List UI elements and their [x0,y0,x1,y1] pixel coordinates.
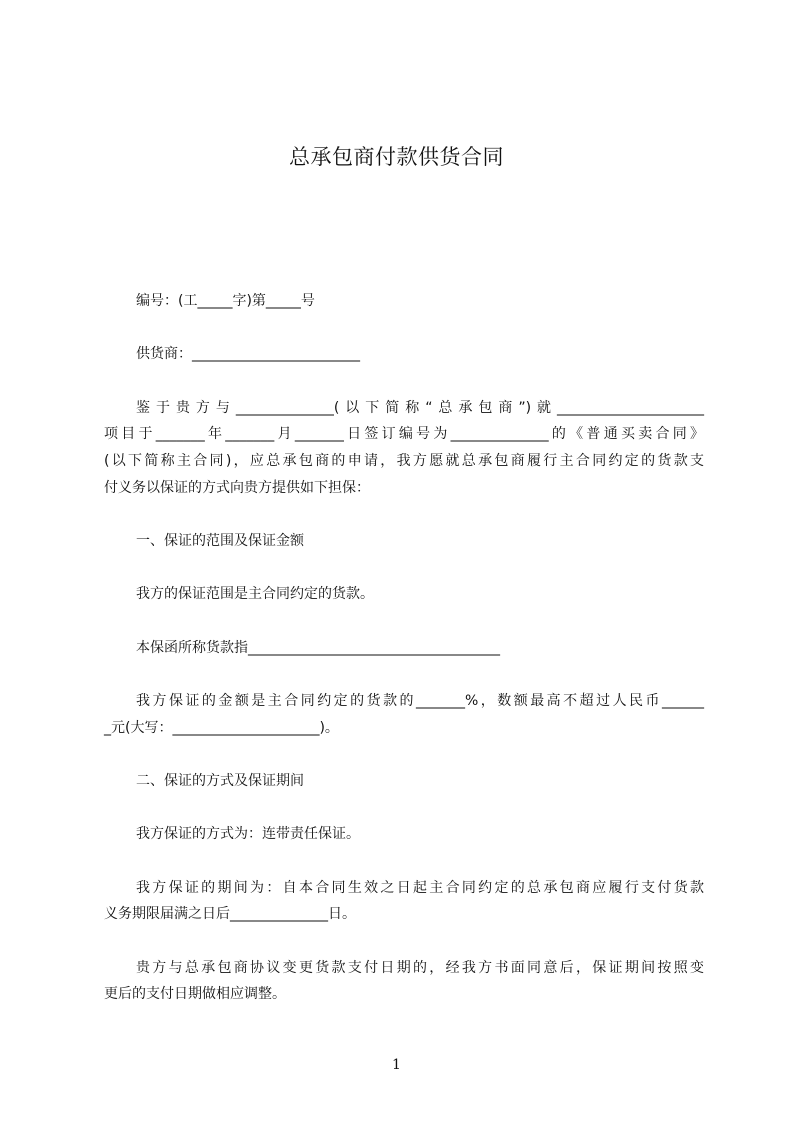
section-heading-1: 一、保证的范围及保证金额 [136,533,304,549]
contract-number-line: 编号：(工_____字)第_____号 [136,293,315,309]
guarantee-scope-line: 我方的保证范围是主合同约定的货款。 [136,586,374,602]
preamble-line-2: 项目于_______年_______月_______日签订编号为______________的《普通买卖合同》 [104,426,704,442]
supplier-line: 供货商：________________________ [136,346,360,362]
preamble-line-4: 付义务以保证的方式向贵方提供如下担保： [104,480,370,496]
page-number: 1 [392,1057,401,1073]
preamble-line-3: (以下简称主合同)，应总承包商的申请，我方愿就总承包商履行主合同约定的货款支 [104,453,704,469]
guarantee-method-line: 我方保证的方式为：连带责任保证。 [136,826,360,842]
preamble-line-1: 鉴于贵方与______________(以下简称“总承包商”)就_____________________ [136,400,704,416]
payment-definition-line: 本保函所称货款指____________________________________ [136,640,500,656]
period-adjustment-line-2: 更后的支付日期做相应调整。 [104,986,286,1002]
period-adjustment-line-1: 贵方与总承包商协议变更货款支付日期的，经我方书面同意后，保证期间按照变 [136,960,704,976]
guarantee-amount-line-2: _元(大写：_____________________)。 [104,720,339,736]
guarantee-period-line-1: 我方保证的期间为：自本合同生效之日起主合同约定的总承包商应履行支付货款 [136,880,704,896]
section-heading-2: 二、保证的方式及保证期间 [136,773,304,789]
guarantee-period-line-2: 义务期限届满之日后______________日。 [104,906,356,922]
document-title: 总承包商付款供货合同 [289,145,504,169]
guarantee-amount-line-1: 我方保证的金额是主合同约定的货款的_______%，数额最高不超过人民币______ [136,693,704,709]
